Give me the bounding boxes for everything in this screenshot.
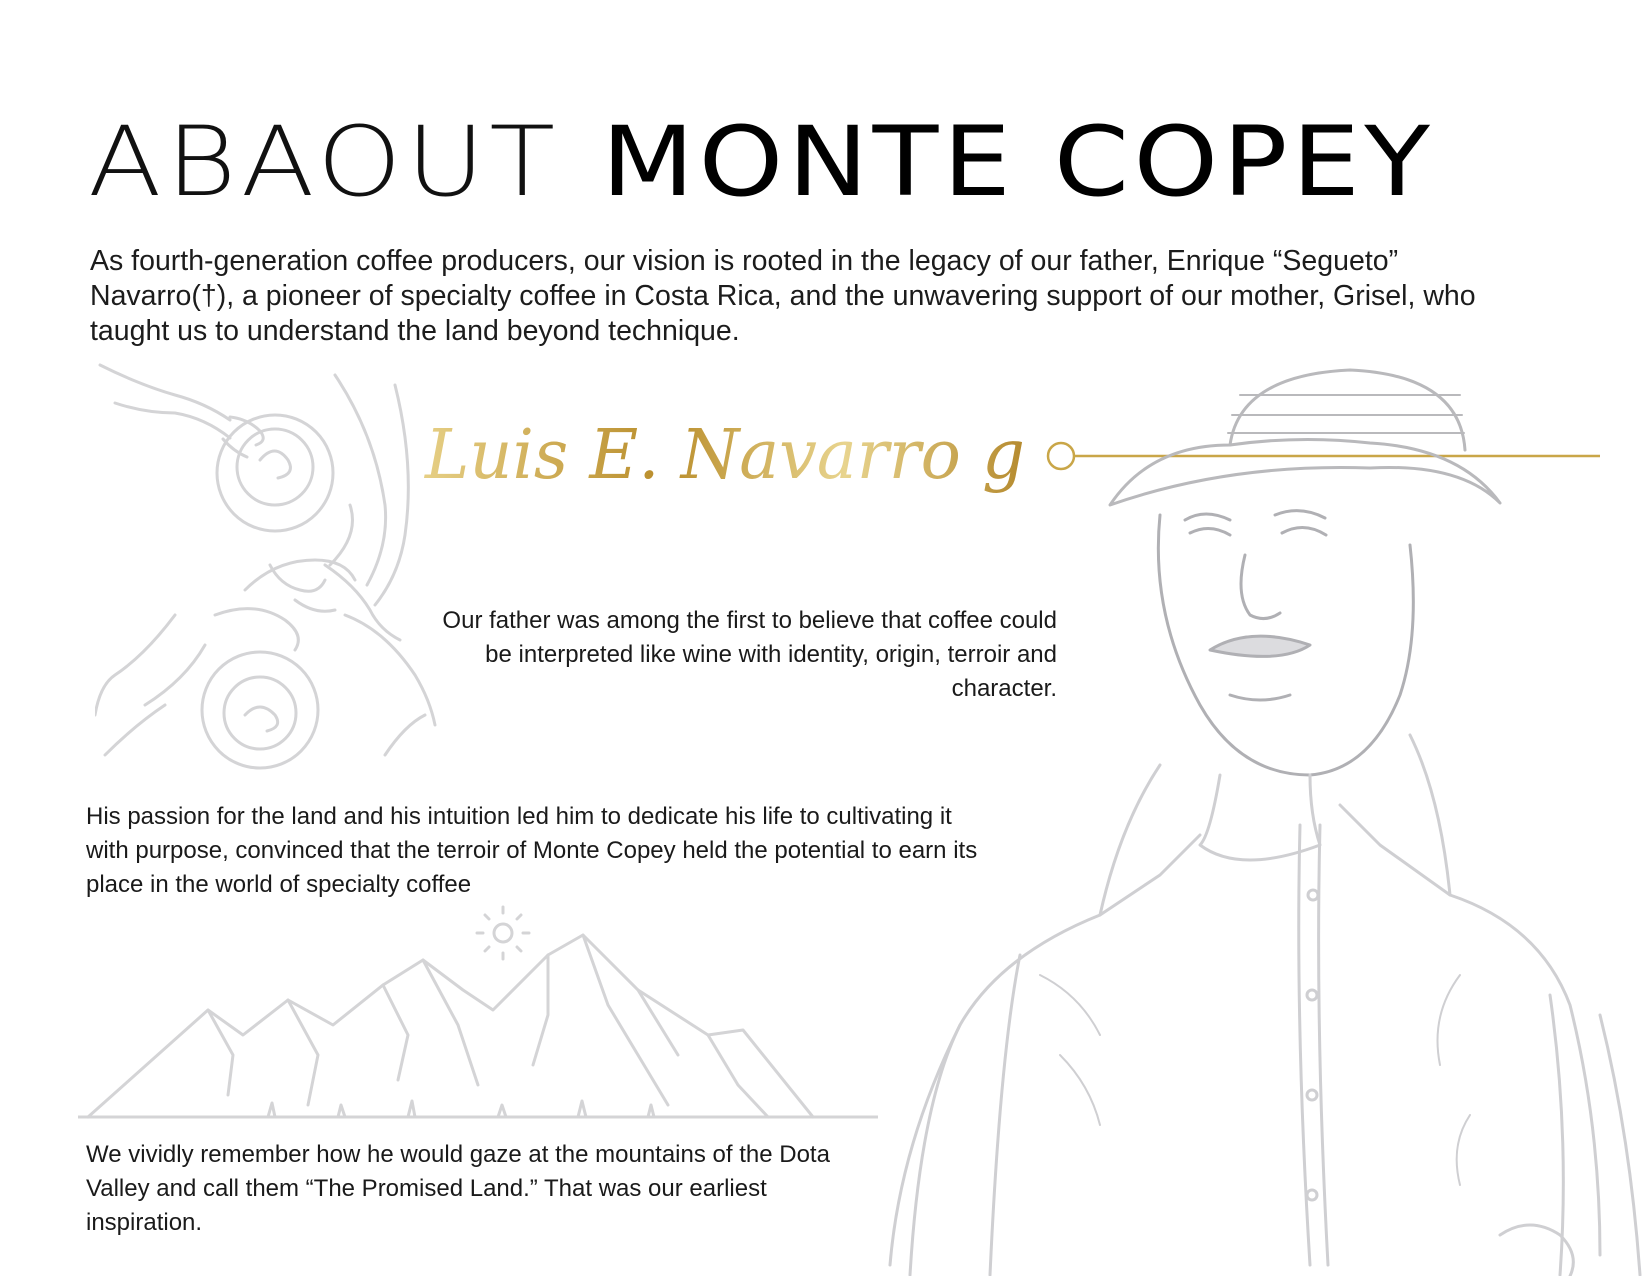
sun-icon (477, 907, 529, 959)
title-word-abaout: ABAOUT (88, 106, 560, 218)
paragraph-father-belief: Our father was among the first to believe that coffee could be interpreted like wine with identity, origin, terroir and character. (442, 607, 1057, 702)
mountains-illustration (78, 905, 878, 1125)
title-monte-copey: MONTE COPEY (601, 106, 1435, 218)
page-title (88, 106, 1651, 218)
intro-paragraph: As fourth-generation coffee producers, our vision is rooted in the legacy of our father, Enrique “Segueto” Navarro(†), a pioneer of specialty coffee in Costa Rica, and the unwavering support of our mother, Grisel, who taught us to understand the land beyond technique. (90, 245, 1476, 347)
coffee-hands-illustration (95, 355, 465, 775)
paragraph-passion: His passion for the land and his intuition led him to dedicate his life to cultivating it with purpose, convinced that the terroir of Monte Copey held the potential to earn its place in the world of specialty coffee (86, 803, 978, 898)
signature-text: Luis E. Navarro g (423, 416, 1025, 495)
portrait-illustration (860, 355, 1651, 1276)
head-icon (1158, 511, 1413, 775)
paragraph-mountains: We vividly remember how he would gaze at the mountains of the Dota Valley and call them “The Promised Land.” That was our earliest inspiration. (86, 1141, 830, 1236)
hat-icon (1110, 370, 1500, 505)
